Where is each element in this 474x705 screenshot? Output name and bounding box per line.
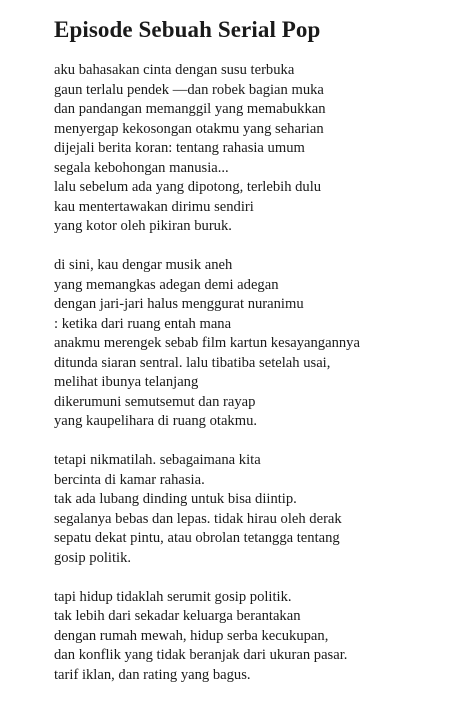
poem-line: ditunda siaran sentral. lalu tibatiba setelah usai, bbox=[54, 354, 331, 371]
poem-line: tak lebih dari sekadar keluarga berantakan bbox=[54, 608, 301, 624]
poem-line: kau mentertawakan dirimu sendiri bbox=[54, 198, 254, 215]
poem-body bbox=[54, 61, 464, 705]
stanza-4 bbox=[54, 588, 464, 686]
poem-line: tetapi nikmatilah. sebagaimana kita bbox=[54, 452, 261, 468]
poem-line: menyergap kekosongan otakmu yang seharian bbox=[54, 120, 324, 137]
poem-line: sepatu dekat pintu, atau obrolan tetangga tentang bbox=[54, 530, 340, 546]
poem-line: tarif iklan, dan rating yang bagus. bbox=[54, 666, 251, 683]
poem-line: tak ada lubang dinding untuk bisa diintip. bbox=[54, 491, 297, 507]
stanza-1 bbox=[54, 61, 464, 237]
poem-line: gaun terlalu pendek —dan robek bagian muka bbox=[54, 81, 324, 98]
poem-line: yang memangkas adegan demi adegan bbox=[54, 276, 279, 293]
poem-line: lalu sebelum ada yang dipotong, terlebih dulu bbox=[54, 179, 322, 195]
poem-line: tapi hidup tidaklah serumit gosip politik. bbox=[54, 588, 292, 605]
poem-line: dikerumuni semutsemut dan rayap bbox=[54, 393, 256, 410]
poem-line: dengan rumah mewah, hidup serba kecukupan, bbox=[54, 627, 329, 644]
poem-line: segala kebohongan manusia... bbox=[54, 159, 229, 176]
stanza-3 bbox=[54, 451, 464, 568]
poem-line: bercinta di kamar rahasia. bbox=[54, 471, 205, 488]
poem-line: dan pandangan memanggil yang memabukkan bbox=[54, 101, 326, 117]
poem-line: di sini, kau dengar musik aneh bbox=[54, 257, 233, 273]
poem-line: : ketika dari ruang entah mana bbox=[54, 315, 232, 332]
poem-line: gosip politik. bbox=[54, 549, 132, 566]
poem-line: anakmu merengek sebab film kartun kesayangannya bbox=[54, 335, 360, 351]
poem-line: melihat ibunya telanjang bbox=[54, 374, 199, 390]
poem-line: dengan jari-jari halus menggurat nuranimu bbox=[54, 296, 304, 312]
poem-line: dan konflik yang tidak beranjak dari ukuran pasar. bbox=[54, 647, 348, 663]
page-title: Episode Sebuah Serial Pop bbox=[54, 17, 321, 42]
poem-line: segalanya bebas dan lepas. tidak hirau oleh derak bbox=[54, 510, 342, 527]
poem-line: yang kotor oleh pikiran buruk. bbox=[54, 218, 232, 234]
stanza-2 bbox=[54, 256, 464, 432]
poem-line: dijejali berita koran: tentang rahasia umum bbox=[54, 140, 305, 156]
poem-line: yang kaupelihara di ruang otakmu. bbox=[54, 413, 258, 429]
poem-line: aku bahasakan cinta dengan susu terbuka bbox=[54, 62, 295, 78]
